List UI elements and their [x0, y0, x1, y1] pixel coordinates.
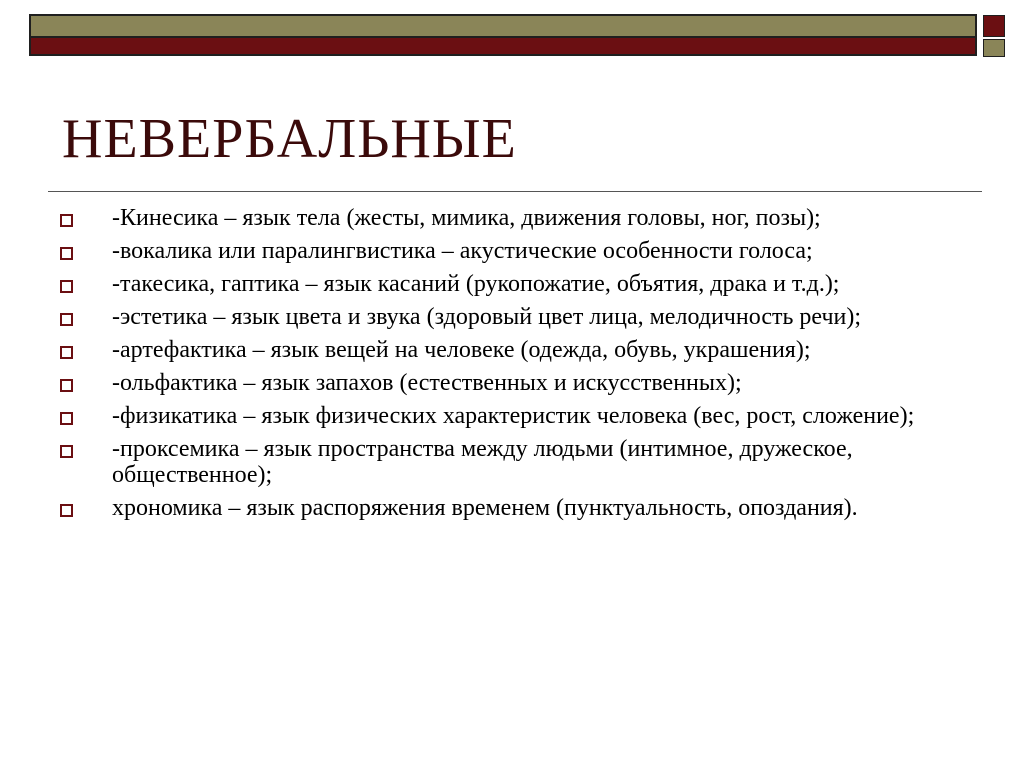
list-item-text: -проксемика – язык пространства между людьми (интимное, дружеское, общественное);	[112, 436, 853, 488]
list-item-text: -артефактика – язык вещей на человеке (одежда, обувь, украшения);	[112, 337, 811, 363]
list-item-text: -такесика, гаптика – язык касаний (рукопожатие, объятия, драка и т.д.);	[112, 271, 840, 297]
corner-square-olive	[983, 39, 1005, 57]
hollow-square-bullet-icon	[60, 412, 73, 425]
list-item	[58, 238, 958, 264]
list-item-text: -эстетика – язык цвета и звука (здоровый цвет лица, мелодичность речи);	[112, 304, 862, 330]
list-item	[58, 370, 958, 396]
bullet-list	[58, 205, 958, 528]
header-bar-olive	[29, 14, 977, 38]
hollow-square-bullet-icon	[60, 247, 73, 260]
list-item	[58, 436, 958, 488]
list-item	[58, 271, 958, 297]
slide-title: НЕВЕРБАЛЬНЫЕ	[62, 108, 517, 170]
title-divider	[48, 191, 982, 192]
hollow-square-bullet-icon	[60, 504, 73, 517]
hollow-square-bullet-icon	[60, 445, 73, 458]
hollow-square-bullet-icon	[60, 313, 73, 326]
list-item	[58, 304, 958, 330]
hollow-square-bullet-icon	[60, 280, 73, 293]
hollow-square-bullet-icon	[60, 346, 73, 359]
list-item-text: -Кинесика – язык тела (жесты, мимика, движения головы, ног, позы);	[112, 205, 821, 231]
list-item-text: хрономика – язык распоряжения временем (пунктуальность, опоздания).	[112, 495, 858, 521]
list-item	[58, 337, 958, 363]
list-item-text: -вокалика или паралингвистика – акустические особенности голоса;	[112, 238, 813, 264]
header-bar-maroon	[29, 36, 977, 56]
hollow-square-bullet-icon	[60, 379, 73, 392]
list-item	[58, 205, 958, 231]
corner-square-maroon	[983, 15, 1005, 37]
list-item	[58, 495, 958, 521]
list-item-text: -физикатика – язык физических характеристик человека (вес, рост, сложение);	[112, 403, 915, 429]
list-item-text: -ольфактика – язык запахов (естественных и искусственных);	[112, 370, 742, 396]
list-item	[58, 403, 958, 429]
hollow-square-bullet-icon	[60, 214, 73, 227]
